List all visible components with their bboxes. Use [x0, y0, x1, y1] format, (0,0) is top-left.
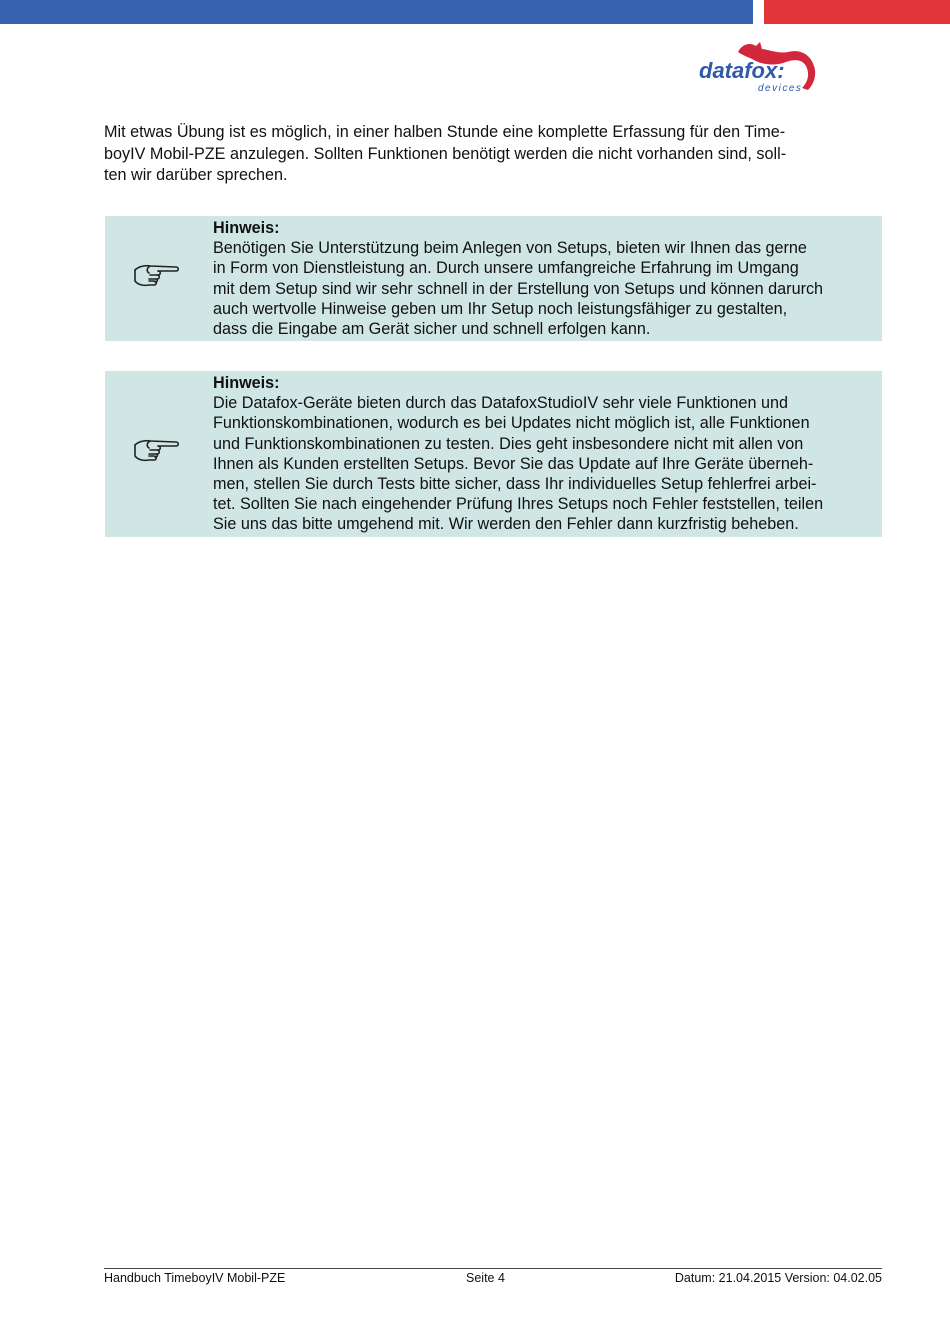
hinweis-line: mit dem Setup sind wir sehr schnell in der Erstellung von Setups und können darurch: [213, 279, 824, 298]
hinweis-line: und Funktionskombinationen zu testen. Dies geht insbesondere nicht mit allen von: [213, 434, 804, 453]
hinweis-line: Ihnen als Kunden erstellten Setups. Bevor Sie das Update auf Ihre Geräte überneh-: [213, 454, 814, 473]
footer-divider: [104, 1268, 882, 1269]
header-blue-bar: [0, 0, 753, 24]
header-red-bar: [764, 0, 950, 24]
hinweis-line: Benötigen Sie Unterstützung beim Anlegen von Setups, bieten wir Ihnen das gerne: [213, 239, 807, 258]
intro-paragraph: [104, 122, 849, 187]
hinweis-line: Sie uns das bitte umgehend mit. Wir werden den Fehler dann kurzfristig beheben.: [213, 515, 799, 534]
intro-line: Mit etwas Übung ist es möglich, in einer halben Stunde eine komplette Erfassung für den Time-: [104, 123, 786, 141]
hinweis-line: in Form von Dienstleistung an. Durch unsere umfangreiche Erfahrung im Umgang: [213, 259, 799, 278]
hinweis-box: [105, 371, 882, 537]
pointing-hand-icon: [132, 436, 180, 464]
footer-page-number: Seite 4: [466, 1271, 505, 1285]
hinweis-line: auch wertvolle Hinweise geben um Ihr Setup noch leistungsfähiger zu gestalten,: [213, 299, 788, 318]
hinweis-line: Funktionskombinationen, wodurch es bei Updates nicht möglich ist, alle Funktionen: [213, 414, 810, 433]
hinweis-title: Hinweis:: [213, 219, 280, 237]
hinweis-icon-cell: [105, 216, 210, 341]
hinweis-text: [213, 218, 881, 339]
intro-line: ten wir darüber sprechen.: [104, 166, 288, 184]
logo-sub-text: devices: [758, 83, 803, 94]
hinweis-icon-cell: [105, 371, 210, 537]
footer-document-title: Handbuch TimeboyIV Mobil-PZE: [104, 1271, 286, 1285]
datafox-logo: [696, 40, 822, 96]
hinweis-line: dass die Eingabe am Gerät sicher und schnell erfolgen kann.: [213, 320, 651, 339]
logo-brand-text: datafox:: [699, 58, 785, 83]
hinweis-line: men, stellen Sie durch Tests bitte sicher, dass Ihr individuelles Setup fehlerfrei arbei-: [213, 475, 817, 494]
hinweis-line: tet. Sollten Sie nach eingehender Prüfung Ihres Setups noch Fehler feststellen, teilen: [213, 495, 824, 514]
hinweis-box: [105, 216, 882, 341]
hinweis-title: Hinweis:: [213, 374, 280, 392]
hinweis-text: [213, 373, 881, 535]
intro-line: boyIV Mobil-PZE anzulegen. Sollten Funktionen benötigt werden die nicht vorhanden sind, soll-: [104, 144, 787, 163]
footer-date-version: Datum: 21.04.2015 Version: 04.02.05: [674, 1271, 882, 1285]
hinweis-line: Die Datafox-Geräte bieten durch das DatafoxStudioIV sehr viele Funktionen und: [213, 394, 788, 413]
pointing-hand-icon: [132, 261, 180, 289]
